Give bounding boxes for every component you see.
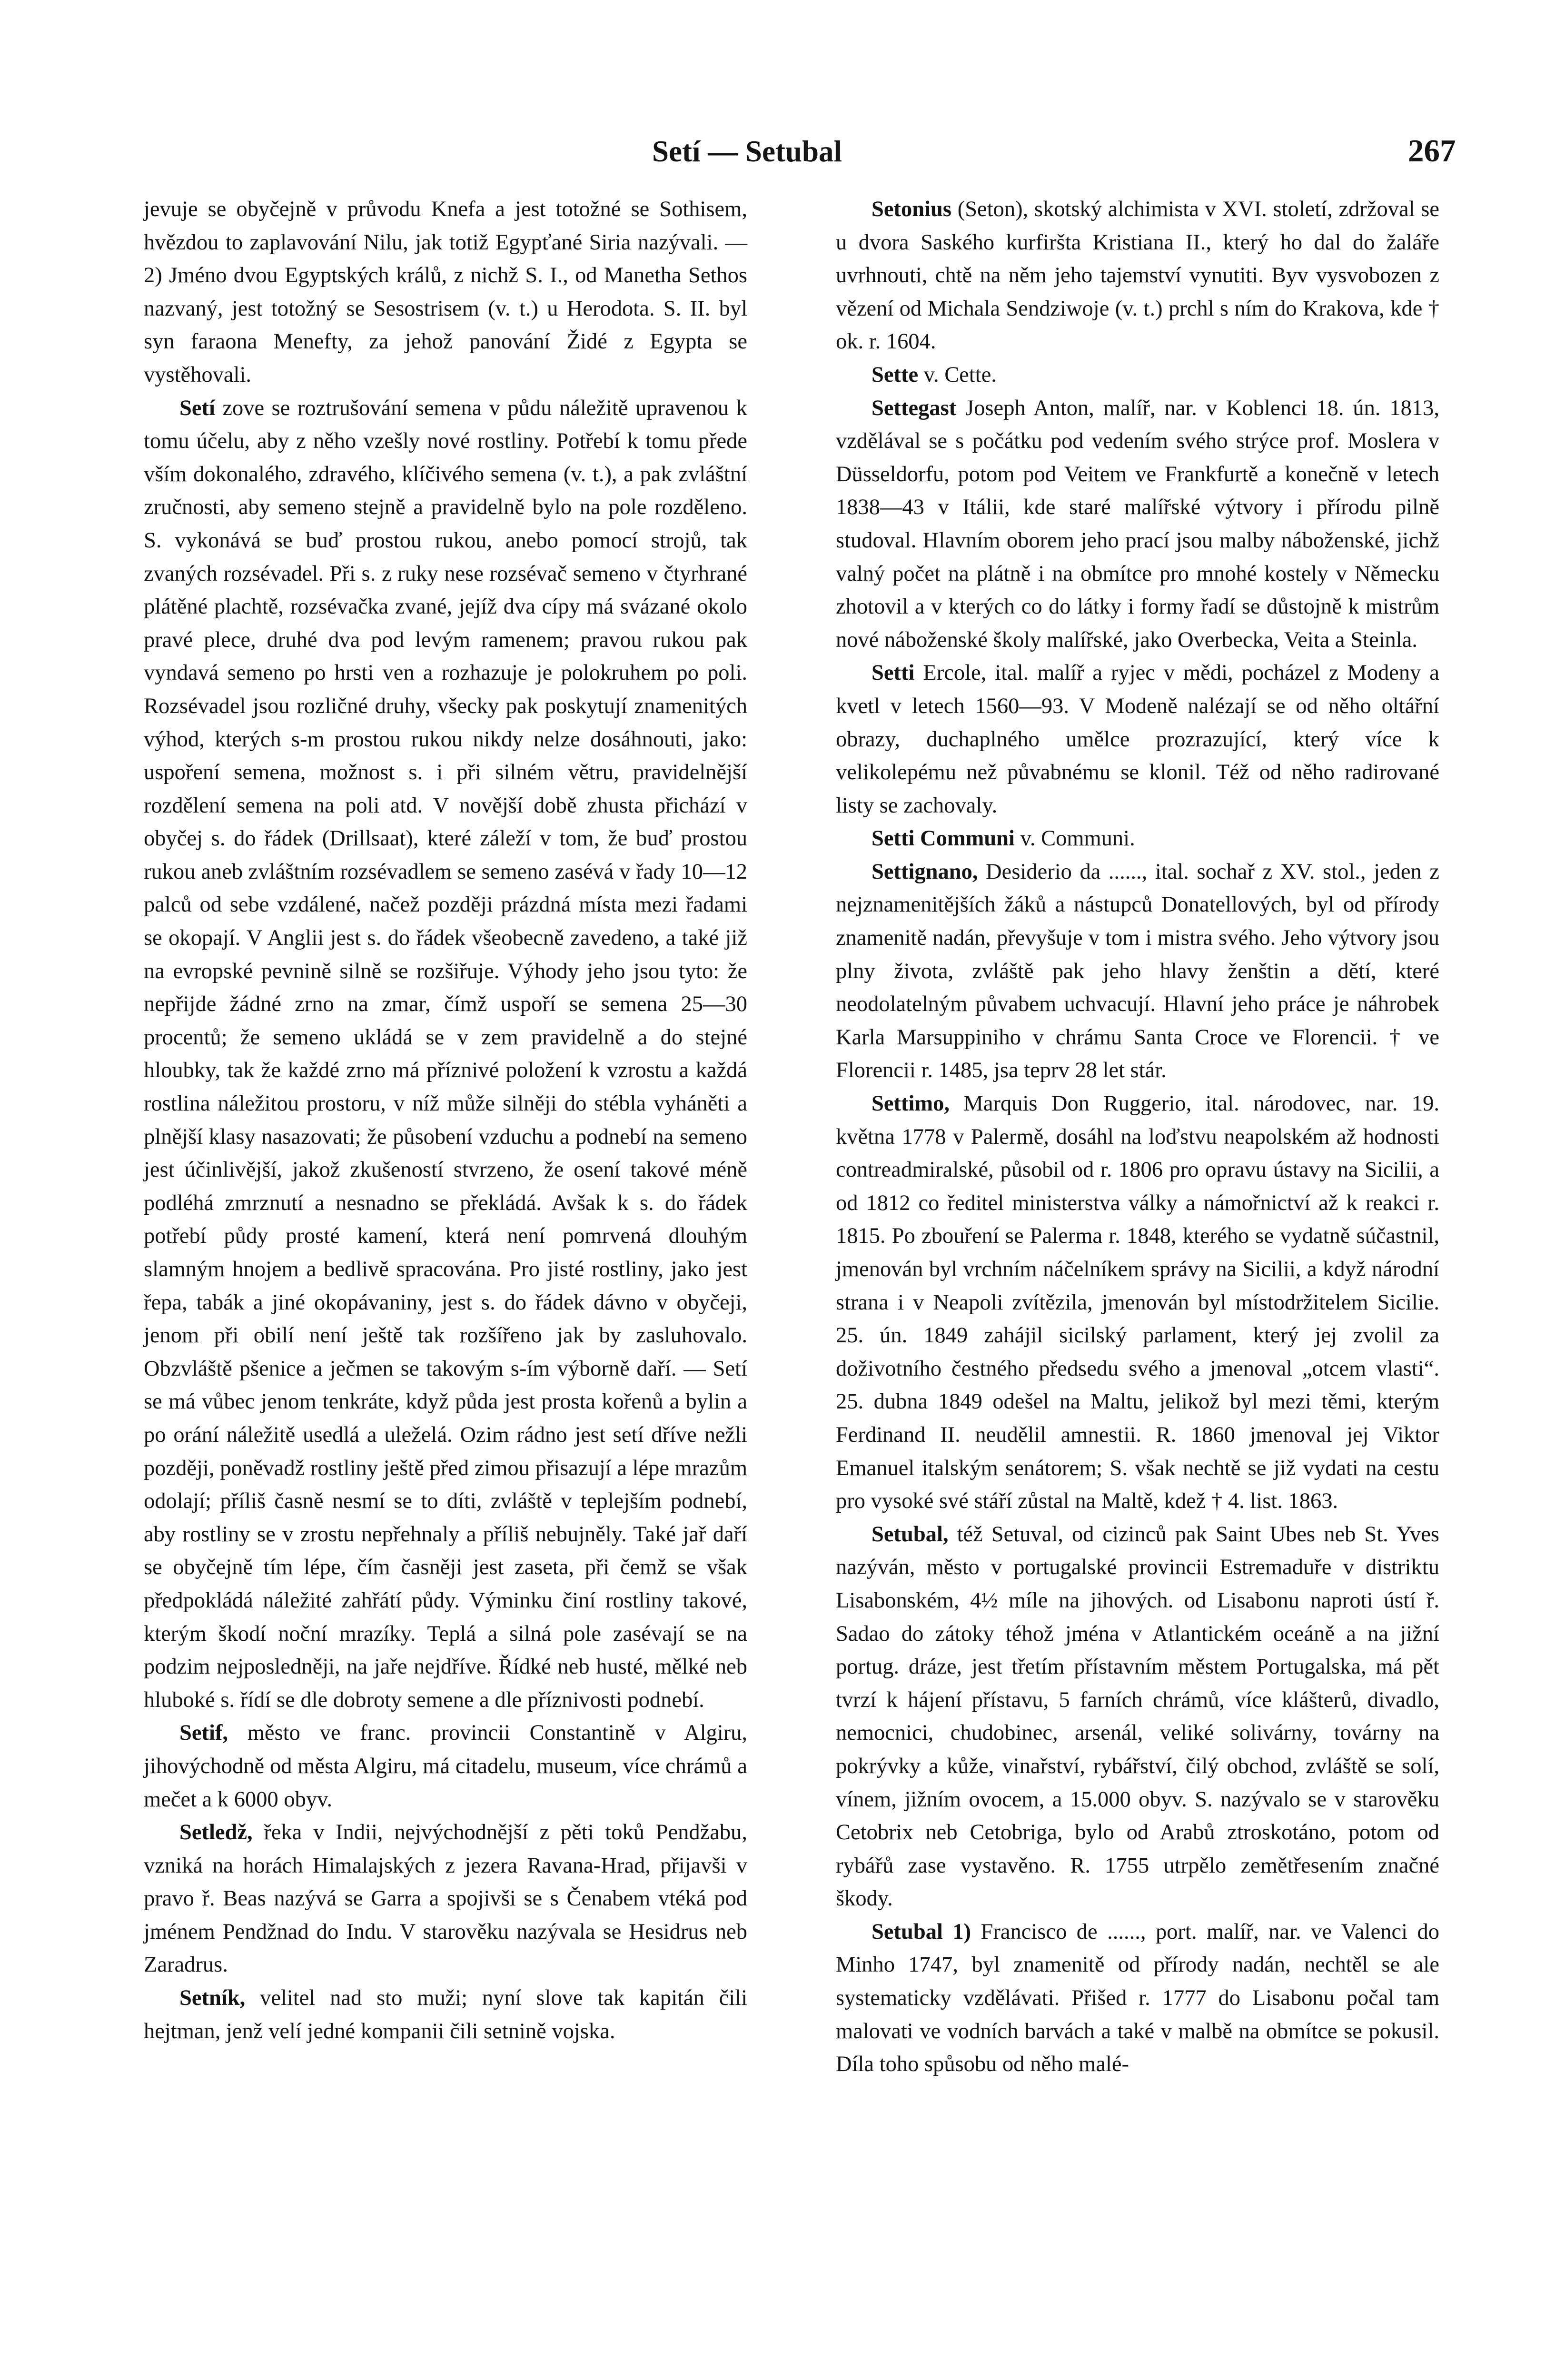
entry-text: město ve franc. provincii Constantině v Algiru, jihovýchodně od města Algiru, má citadelu, museum, více chrámů a mečet a k 6000 obyv.: [144, 1721, 748, 1812]
entry-setti: [836, 656, 1439, 822]
entry-text: Marquis Don Ruggerio, ital. národovec, nar. 19. května 1778 v Palermě, dosáhl na loďstvu neapolském až hodnosti contreadmiralské, působil od r. 1806 pro opravu ústavy na Sicilii, a od 1812 co ředitel ministerstva války a námořnictví až k reakci r. 1815. Po zbouření se Palerma r. 1848, kterého se vydatně súčastnil, jmenován byl vrchním náčelníkem správy na Sicilii, a když národní strana i v Neapoli zvítězila, jmenován byl místodržitelem Sicilie. 25. ún. 1849 zahájil sicilský parlament, který jej zvolil za doživotního čestného předsedu svého a jmenoval „otcem vlasti“. 25. dubna 1849 odešel na Maltu, jelikož byl mezi těmi, kterým Ferdinand II. neudělil amnestii. R. 1860 jmenoval jej Viktor Emanuel italským senátorem; S. však nechtě se již vydati na cestu pro vysoké své stáří zůstal na Maltě, kdež † 4. list. 1863.: [836, 1091, 1439, 1514]
entry-text: Ercole, ital. malíř a ryjec v mědi, pocházel z Modeny a kvetl v letech 1560—93. V Modeně nalézají se od něho oltářní obrazy, duchaplného umělce prozrazující, který více k velikolepému než půvabnému se klonil. Též od něho radirované listy se zachovaly.: [836, 661, 1440, 818]
headword: Settegast: [872, 396, 957, 420]
entry-text: Desiderio da ......, ital. sochař z XV. stol., jeden z nejznamenitějších žáků a nástupců Donatellových, byl od přírody znamenitě nadán, převyšuje v tom i mistra svého. Jeho výtvory jsou plny života, zvláště pak jeho hlavy ženštin a dětí, které neodolatelným půvabem uchvacují. Hlavní jeho práce je náhrobek Karla Marsuppiniho v chrámu Santa Croce ve Florencii. † ve Florencii r. 1485, jsa teprv 28 let stár.: [836, 859, 1440, 1083]
entry-text: řeka v Indii, nejvýchodnější z pěti toků Pendžabu, vzniká na horách Himalajských z jezera Ravana-Hrad, přijavši v pravo ř. Beas nazývá se Garra a spojivši se s Čenabem vtéká pod jménem Pendžnad do Indu. V starověku nazývala se Hesidrus neb Zaradrus.: [144, 1820, 748, 1977]
entry-text: v. Cette.: [923, 362, 997, 387]
right-column: [836, 193, 1439, 2081]
entry-text: též Setuval, od cizinců pak Saint Ubes neb St. Yves nazýván, město v portugalské provincii Estremaduře v distriktu Lisabonském, 4½ míle na jihových. od Lisabonu naproti ústí ř. Sadao do zátoky téhož jména v Atlantickém oceáně a na jižní portug. dráze, jest třetím přístavním městem Portugalska, má pět tvrzí k hájení přístavu, 5 farních chrámů, více klášterů, divadlo, nemocnici, chudobinec, arsenál, veliké solivárny, továrny na pokrývky a kůže, vinařství, rybářství, čilý obchod, zvláště se solí, vínem, jižním ovocem, a 15.000 obyv. S. nazývalo se v starověku Cetobrix neb Cetobriga, bylo od Arabů ztroskotáno, potom od rybářů zase vystavěno. R. 1755 utrpělo zemětřesením značné škody.: [836, 1522, 1440, 1911]
headword: Setif,: [179, 1721, 228, 1745]
entry-setubal: [836, 1518, 1439, 1915]
entry-text: jevuje se obyčejně v průvodu Knefa a jest totožné se Sothisem, hvězdou to zaplavování Nilu, jak totiž Egypťané Siria nazývali. — 2) Jméno dvou Egyptských králů, z nichž S. I., od Manetha Sethos nazvaný, jest totožný se Sesostrisem (v. t.) u Herodota. S. II. byl syn faraona Menefty, za jehož panování Židé z Egypta se vystěhovali.: [144, 197, 747, 387]
header-title: Setí — Setubal: [652, 135, 842, 168]
headword: Setubal,: [872, 1522, 949, 1547]
entry-text: velitel nad sto muži; nyní slove tak kapitán čili hejtman, jenž velí jedné kompanii čili setnině vojska.: [144, 1986, 748, 2043]
headword: Sette: [872, 362, 919, 387]
entry-text: Francisco de ......, port. malíř, nar. ve Valenci do Minho 1747, byl znamenitě od přírody nadán, nechtěl se ale systematicky vzdělávati. Přišed r. 1777 do Lisabonu počal tam malovati ve vodních barvách a také v malbě na obmítce se pokusil. Díla toho spůsobu od něho malé-: [836, 1919, 1439, 2077]
entry-setonius: [836, 193, 1439, 358]
entry-setnik: [144, 1982, 747, 2048]
entry-text: (Seton), skotský alchimista v XVI. století, zdržoval se u dvora Saského kurfiršta Kristiana II., který ho dal do žaláře uvrhnouti, chtě na něm jeho tajemství vynutiti. Byv vysvobozen z vězení od Michala Sendziwoje (v. t.) prchl s ním do Krakova, kde † ok. r. 1604.: [836, 197, 1439, 354]
headword: Setí: [179, 396, 215, 420]
entry-setif: [144, 1716, 747, 1816]
entry-setledz: [144, 1816, 747, 1982]
headword: Setonius: [872, 197, 951, 221]
entry-text: v. Communi.: [1020, 826, 1135, 851]
entry-seti: [144, 392, 747, 1717]
headword: Settignano,: [872, 859, 978, 884]
entry-setti-communi: [836, 822, 1439, 855]
headword: Setledž,: [179, 1820, 253, 1845]
headword: Settimo,: [872, 1091, 950, 1116]
entry-text: zove se roztrušování semena v půdu náležitě upravenou k tomu účelu, aby z něho vzešly nové rostliny. Potřebí k tomu přede vším dokonalého, zdravého, klíčivého semena (v. t.), a pak zvláštní zručnosti, aby semeno stejně a pravidelně bylo na pole rozděleno. S. vykonává se buď prostou rukou, anebo pomocí strojů, tak zvaných rozsévadel. Při s. z ruky nese rozsévač semeno v čtyrhrané plátěné plachtě, rozsévačka zvané, jejíž dva cípy má svázané okolo pravé plece, druhé dva pod levým ramenem; pravou rukou pak vyndavá semeno po hrsti ven a rozhazuje je polokruhem po poli. Rozsévadel jsou rozličné druhy, všecky pak poskytují znamenitých výhod, kterých s-m prostou rukou nikdy nelze dosáhnouti, jako: uspoření semena, možnost s. i při silném větru, pravidelnější rozdělení semena na poli atd. V novější době zhusta přichází v obyčej s. do řádek (Drillsaat), které záleží v tom, že buď prostou rukou aneb zvláštním rozsévadlem se semeno zasévá v řady 10—12 palců od sebe vzdálené, načež později prázdná místa mezi řadami se okopají. V Anglii jest s. do řádek všeobecně zavedeno, a také již na evropské pevnině silně se rozšiřuje. Výhody jeho jsou tyto: že nepřijde žádné zrno na zmar, čímž uspoří se semena 25—30 procentů; že semeno ukládá se v zem pravidelně a do stejné hloubky, tak že každé zrno má příznivé položení k vzrostu a každá rostlina náležitou prostoru, v níž může silněji do stébla vyháněti a plnější klasy nasazovati; že působení vzduchu a podnebí na semeno jest účinlivější, jakož zkušeností stvrzeno, že osení takové méně podléhá zmrznutí a nesnadno se překládá. Avšak k s. do řádek potřebí půdy prosté kamení, která není pomrvená dlouhým slamným hnojem a bedlivě spracována. Pro jisté rostliny, jako jest řepa, tabák a jiné okopávaniny, jest s. do řádek dávno v obyčeji, jenom při obilí není ještě tak rozšířeno jak by zasluhovalo. Obzvláště pšenice a ječmen se takovým s-ím výborně daří. — Setí se má vůbec jenom tenkráte, když půda jest prosta kořenů a bylin a po orání náležitě usedlá a uleželá. Ozim rádno jest setí dříve nežli později, poněvadž rostliny ještě před zimou přisazují a lépe mrazům odolají; příliš časně nesmí se to díti, zvláště v teplejším podnebí, aby rostliny se v zrostu nepřehnaly a příliš nebujněly. Také jař daří se obyčejně tím lépe, čím časněji jest zaseta, při čemž se však předpokládá náležité zahřátí půdy. Výminku činí rostliny takové, kterým škodí noční mrazíky. Teplá a silná pole zasévají se na podzim nejposledněji, na jaře nejdříve. Řídké neb husté, mělké neb hluboké s. řídí se dle dobroty semene a dle příznivosti podnebí.: [144, 396, 748, 1712]
entry-setubal-francisco: [836, 1915, 1439, 2081]
entry-settimo: [836, 1087, 1439, 1518]
entry-sette: [836, 358, 1439, 392]
entry-continuation: [144, 193, 747, 392]
headword: Setubal 1): [872, 1919, 971, 1944]
running-header: [0, 134, 1555, 177]
headword: Setník,: [179, 1986, 246, 2011]
entry-settegast: [836, 392, 1439, 657]
left-column: [144, 193, 747, 2048]
headword: Setti: [872, 661, 915, 685]
headword: Setti Communi: [872, 826, 1015, 851]
entry-text: Joseph Anton, malíř, nar. v Koblenci 18. ún. 1813, vzdělával se s počátku pod vedením svého strýce prof. Moslera v Düsseldorfu, potom pod Veitem ve Frankfurtě a konečně v letech 1838—43 v Itálii, kde staré malířské výtvory i přírodu pilně studoval. Hlavním oborem jeho prací jsou malby náboženské, jichž valný počet na plátně i na obmítce pro mnohé kostely v Německu zhotovil a v kterých co do látky i formy řadí se důstojně k mistrům nové náboženské školy malířské, jako Overbecka, Veita a Steinla.: [836, 396, 1439, 652]
page-number: 267: [1408, 133, 1456, 169]
entry-settignano: [836, 855, 1439, 1087]
